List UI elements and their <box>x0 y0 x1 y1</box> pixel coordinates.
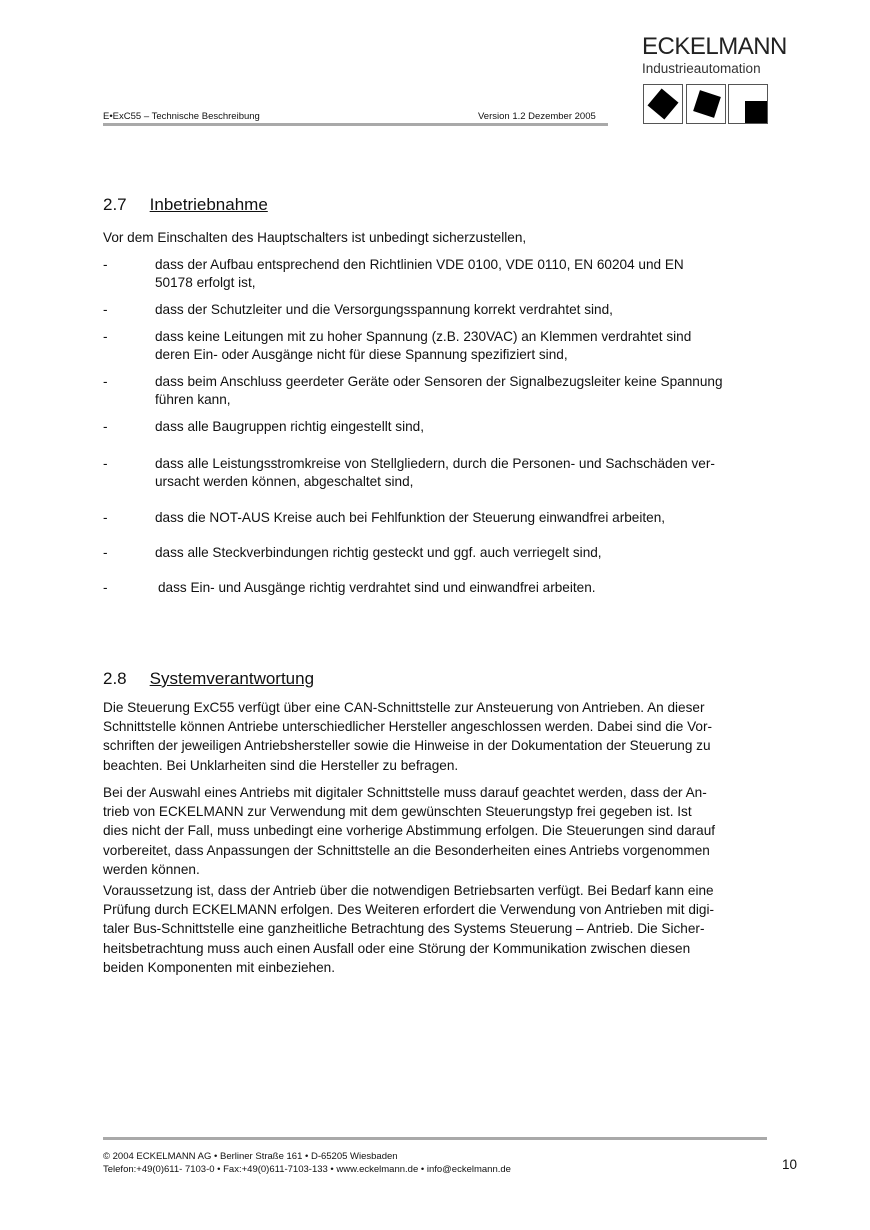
bullet-text-line: dass der Schutzleiter und die Versorgungsspannung korrekt verdrahtet sind, <box>155 302 613 317</box>
footer-contact: Telefon:+49(0)611- 7103-0 • Fax:+49(0)611-7103-133 • www.eckelmann.de • info@eckelmann.de <box>103 1164 511 1175</box>
paragraph-line: schriften der jeweiligen Antriebshersteller sowie die Hinweise in der Dokumentation der Steuerung zu <box>103 738 711 754</box>
bullet-dash: - <box>103 329 108 344</box>
paragraph-line: Prüfung durch ECKELMANN erfolgen. Des Weiteren erfordert die Verwendung von Antrieben mit digi- <box>103 902 715 918</box>
paragraph-line: Bei der Auswahl eines Antriebs mit digitaler Schnittstelle muss darauf geachtet werden, dass der An- <box>103 785 707 800</box>
paragraph-line: trieb von ECKELMANN zur Verwendung mit dem gewünschten Steuerungstyp frei gegeben ist. Ist <box>103 804 692 820</box>
paragraph-line: beiden Komponenten mit einbeziehen. <box>103 959 336 975</box>
bullet-dash: - <box>103 374 108 389</box>
bullet-dash: - <box>103 302 108 317</box>
paragraph-line: vorbereitet, dass Anpassungen der Schnittstelle an die Besonderheiten eines Antriebs vorgenommen <box>103 842 710 858</box>
logo-square-3 <box>728 84 768 124</box>
bullet-dash: - <box>103 580 108 595</box>
logo-name: ECKELMANN <box>642 33 787 60</box>
bullet-text-line: dass Ein- und Ausgänge richtig verdrahtet sind und einwandfrei arbeiten. <box>158 580 596 595</box>
section-heading-2-7 <box>103 195 268 215</box>
paragraph-line: werden können. <box>103 861 200 877</box>
bullet-dash: - <box>103 257 108 272</box>
logo-square-2 <box>686 84 726 124</box>
logo-square-1 <box>643 84 683 124</box>
section-heading-2-8 <box>103 669 314 689</box>
footer-address: © 2004 ECKELMANN AG • Berliner Straße 161 • D-65205 Wiesbaden <box>103 1151 398 1162</box>
bullet-text-line: dass beim Anschluss geerdeter Geräte oder Sensoren der Signalbezugsleiter keine Spannung <box>155 374 723 389</box>
paragraph-line: Schnittstelle können Antriebe unterschiedlicher Hersteller angeschlossen werden. Dabei sind die Vor- <box>103 719 713 735</box>
bullet-dash: - <box>103 545 108 560</box>
bullet-dash: - <box>103 419 108 434</box>
bullet-text-line: dass der Aufbau entsprechend den Richtlinien VDE 0100, VDE 0110, EN 60204 und EN <box>155 257 684 272</box>
header-doc-title: E•ExC55 – Technische Beschreibung <box>103 111 260 122</box>
page-number: 10 <box>782 1157 798 1172</box>
bullet-text-line: dass alle Steckverbindungen richtig gesteckt und ggf. auch verriegelt sind, <box>155 545 602 560</box>
section-number: 2.7 <box>103 195 127 214</box>
section-title: Inbetriebnahme <box>149 195 268 214</box>
bullet-text-line: dass keine Leitungen mit zu hoher Spannung (z.B. 230VAC) an Klemmen verdrahtet sind <box>155 329 692 344</box>
paragraph-line: dies nicht der Fall, muss unbedingt eine vorherige Abstimmung erfolgen. Die Steuerungen sind darauf <box>103 823 716 839</box>
bullet-dash: - <box>103 510 108 525</box>
bullet-text-line: 50178 erfolgt ist, <box>155 275 256 290</box>
bullet-text-line: führen kann, <box>155 392 231 407</box>
bullet-text-line: ursacht werden können, abgeschaltet sind, <box>155 474 414 489</box>
paragraph-line: beachten. Bei Unklarheiten sind die Hersteller zu befragen. <box>103 757 459 773</box>
header-rule <box>103 123 608 126</box>
paragraph-line: Die Steuerung ExC55 verfügt über eine CAN-Schnittstelle zur Ansteuerung von Antrieben. An dieser <box>103 700 705 715</box>
header-version: Version 1.2 Dezember 2005 <box>478 111 596 122</box>
paragraph-line: taler Bus-Schnittstelle eine ganzheitliche Betrachtung des Systems Steuerung – Antrieb. Die Sicher- <box>103 921 705 937</box>
bullet-text-line: dass die NOT-AUS Kreise auch bei Fehlfunktion der Steuerung einwandfrei arbeiten, <box>155 510 666 525</box>
paragraph-line: Voraussetzung ist, dass der Antrieb über die notwendigen Betriebsarten verfügt. Bei Bedarf kann eine <box>103 883 714 898</box>
bullet-text-line: dass alle Leistungsstromkreise von Stellgliedern, durch die Personen- und Sachschäden ver- <box>155 456 715 471</box>
section-number: 2.8 <box>103 669 127 688</box>
bullet-text-line: deren Ein- oder Ausgänge nicht für diese Spannung spezifiziert sind, <box>155 347 568 362</box>
bullet-text-line: dass alle Baugruppen richtig eingestellt sind, <box>155 419 425 434</box>
paragraph-line: heitsbetrachtung muss auch einen Ausfall oder eine Störung der Kommunikation zwischen diesen <box>103 940 691 956</box>
section-title: Systemverantwortung <box>149 669 315 688</box>
footer-rule <box>103 1137 767 1140</box>
logo-subtitle: Industrieautomation <box>642 61 761 76</box>
intro-text: Vor dem Einschalten des Hauptschalters ist unbedingt sicherzustellen, <box>103 230 527 245</box>
bullet-dash: - <box>103 456 108 471</box>
